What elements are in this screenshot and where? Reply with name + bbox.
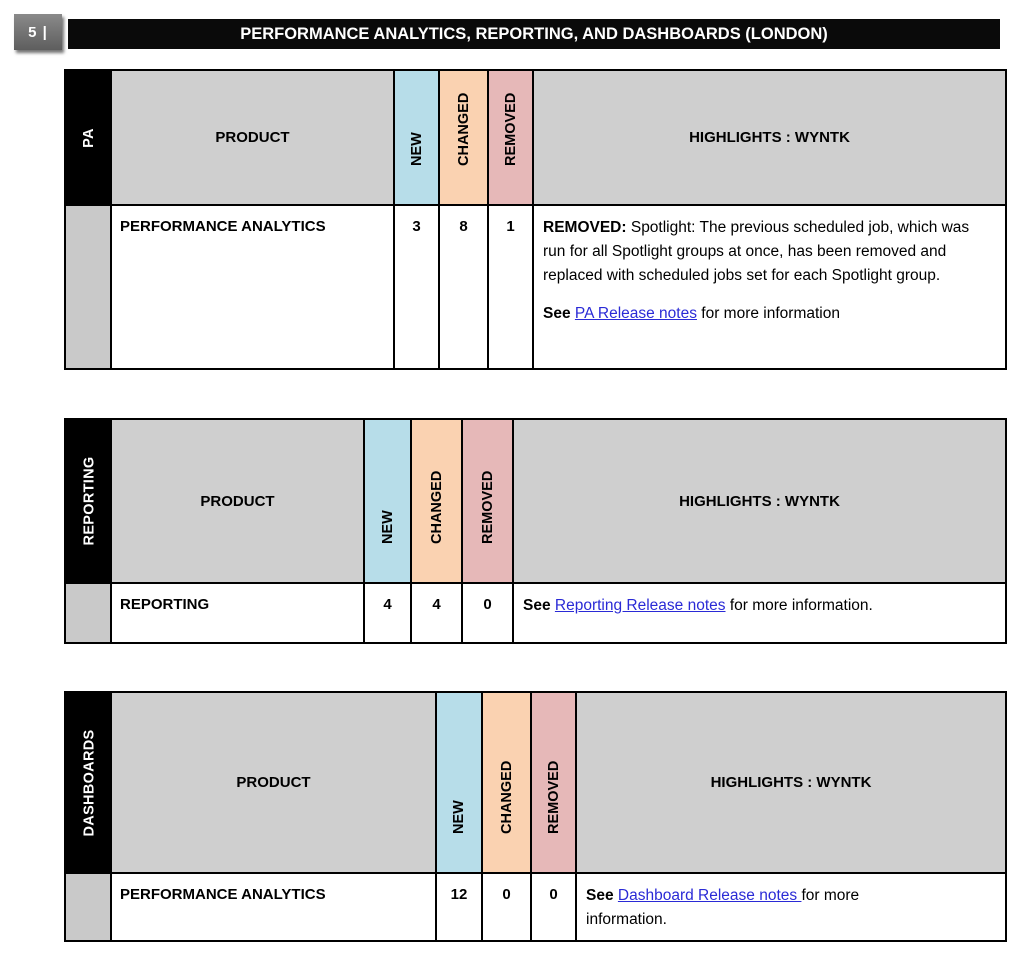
see-note: See Reporting Release notes for more information. (523, 597, 873, 614)
new-count: 4 (363, 582, 410, 642)
column-header-new: NEW (363, 420, 410, 582)
highlights-cell (532, 204, 1005, 368)
column-header-highlights: HIGHLIGHTS : WYNTK (575, 693, 1005, 872)
section-tab: REPORTING (66, 420, 112, 582)
column-header-highlights: HIGHLIGHTS : WYNTK (512, 420, 1005, 582)
changed-count: 4 (410, 582, 461, 642)
new-count: 3 (393, 204, 438, 368)
column-header-new: NEW (435, 693, 481, 872)
column-header-product: PRODUCT (110, 71, 393, 204)
column-header-product: PRODUCT (110, 693, 435, 872)
section-tab: PA (66, 71, 112, 204)
column-header-removed: REMOVED (530, 693, 575, 872)
removed-count: 0 (530, 872, 575, 940)
section-tab: DASHBOARDS (66, 693, 112, 872)
section-dashboards (64, 691, 1007, 942)
reporting-release-notes-link[interactable]: Reporting Release notes (554, 597, 726, 614)
section-tab-filler (66, 872, 112, 940)
column-header-changed: CHANGED (438, 71, 487, 204)
removed-note: REMOVED: Spotlight: The previous scheduled job, which was run for all Spotlight groups at once, has been removed and replaced with scheduled jobs set for each Spotlight group. (543, 219, 970, 284)
dashboard-release-notes-link[interactable]: Dashboard Release notes (617, 887, 802, 904)
column-header-new: NEW (393, 71, 438, 204)
changed-count: 8 (438, 204, 487, 368)
highlights-cell (512, 582, 1005, 642)
section-reporting (64, 418, 1007, 644)
product-cell: REPORTING (110, 582, 363, 642)
see-note: See Dashboard Release notes for more information. (586, 887, 860, 928)
column-header-product: PRODUCT (110, 420, 363, 582)
pa-release-notes-link[interactable]: PA Release notes (574, 305, 697, 322)
product-cell: PERFORMANCE ANALYTICS (110, 204, 393, 368)
column-header-highlights: HIGHLIGHTS : WYNTK (532, 71, 1005, 204)
removed-count: 0 (461, 582, 512, 642)
section-pa (64, 69, 1007, 370)
see-note: See PA Release notes for more information (543, 305, 840, 322)
highlights-cell (575, 872, 1005, 940)
product-cell: PERFORMANCE ANALYTICS (110, 872, 435, 940)
new-count: 12 (435, 872, 481, 940)
column-header-changed: CHANGED (481, 693, 530, 872)
column-header-removed: REMOVED (487, 71, 532, 204)
page-number: 5 | (14, 14, 62, 50)
column-header-removed: REMOVED (461, 420, 512, 582)
removed-count: 1 (487, 204, 532, 368)
page-header (14, 14, 1000, 50)
changed-count: 0 (481, 872, 530, 940)
column-header-changed: CHANGED (410, 420, 461, 582)
section-tab-filler (66, 204, 112, 368)
section-tab-filler (66, 582, 112, 642)
page-title: PERFORMANCE ANALYTICS, REPORTING, AND DASHBOARDS (LONDON) (68, 19, 1000, 49)
